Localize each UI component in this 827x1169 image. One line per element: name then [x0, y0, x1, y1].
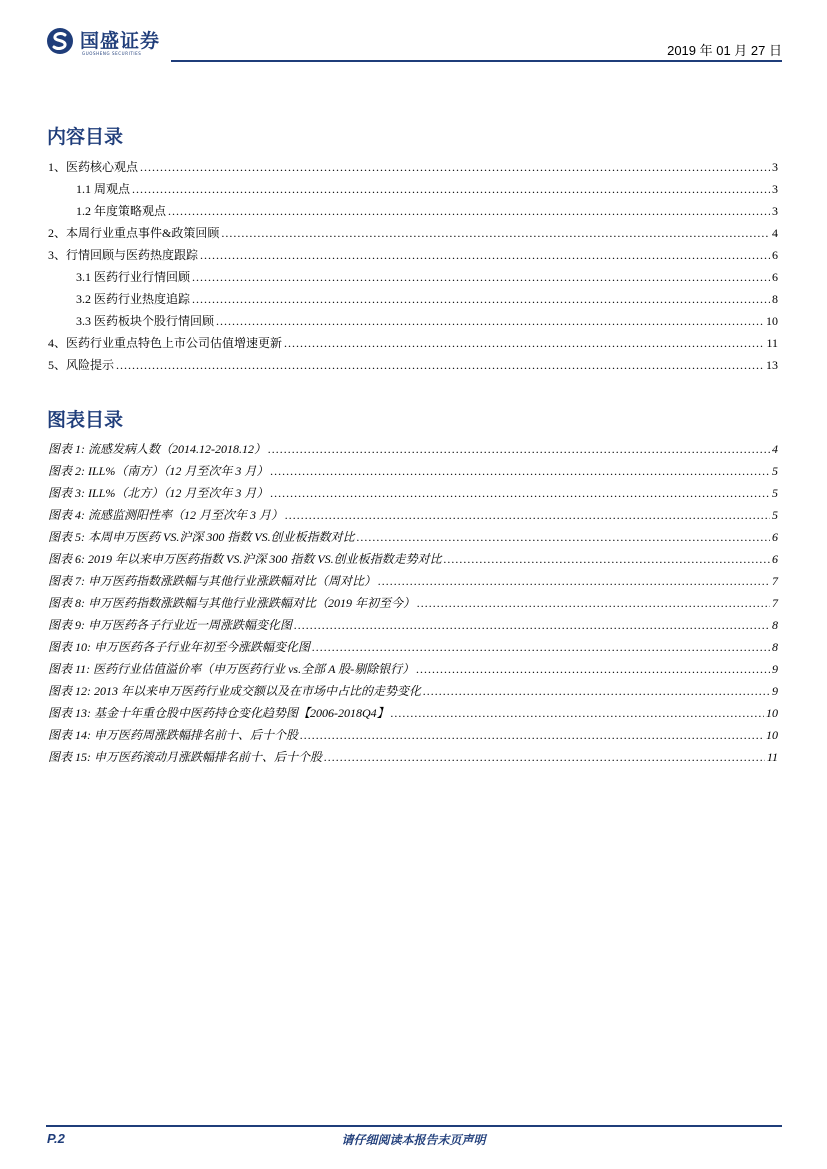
figure-item[interactable]: 图表 10: 申万医药各子行业年初至今涨跌幅变化图 ..... 8 — [48, 638, 778, 660]
contents-list — [48, 158, 778, 378]
dot-leader — [168, 204, 770, 219]
dot-leader — [416, 662, 770, 677]
dot-leader — [444, 552, 770, 567]
dot-leader — [140, 160, 770, 175]
dot-leader — [312, 640, 770, 655]
figure-item[interactable]: 图表 13: 基金十年重仓股中医药持仓变化趋势图【2006-2018Q4】 ..... 10 — [48, 704, 778, 726]
header-divider — [171, 60, 782, 62]
toc-item[interactable]: 3.2 医药行业热度追踪 ..... 8 — [48, 290, 778, 312]
guosheng-logo-icon — [46, 27, 74, 55]
toc-item[interactable]: 2、本周行业重点事件&政策回顾 ..... 4 — [48, 224, 778, 246]
dot-leader — [391, 706, 764, 721]
toc-item[interactable]: 4、医药行业重点特色上市公司估值增速更新 ..... 11 — [48, 334, 778, 356]
figure-item[interactable]: 图表 9: 申万医药各子行业近一周涨跌幅变化图 ..... 8 — [48, 616, 778, 638]
toc-item[interactable]: 1.1 周观点 ..... 3 — [48, 180, 778, 202]
figure-item[interactable]: 图表 12: 2013 年以来申万医药行业成交额以及在市场中占比的走势变化 ..... 9 — [48, 682, 778, 704]
figure-item[interactable]: 图表 6: 2019 年以来申万医药指数 VS.沪深 300 指数 VS.创业板指数走势对比 ..... 6 — [48, 550, 778, 572]
dot-leader — [200, 248, 770, 263]
figure-item[interactable]: 图表 2: ILL%（南方）（12 月至次年 3 月） ..... 5 — [48, 462, 778, 484]
contents-title: 内容目录 — [47, 126, 124, 148]
report-date: 2019 年 01 月 27 日 — [667, 43, 782, 58]
dot-leader — [192, 270, 770, 285]
dot-leader — [116, 358, 764, 373]
figure-item[interactable]: 图表 4: 流感监测阳性率（12 月至次年 3 月） ..... 5 — [48, 506, 778, 528]
footer-disclaimer: 请仔细阅读本报告末页声明 — [341, 1133, 486, 1147]
logo-text: 国盛证券 — [80, 30, 161, 52]
figure-item[interactable]: 图表 14: 申万医药周涨跌幅排名前十、后十个股 ..... 10 — [48, 726, 778, 748]
dot-leader — [270, 464, 770, 479]
toc-item[interactable]: 3.1 医药行业行情回顾 ..... 6 — [48, 268, 778, 290]
dot-leader — [284, 336, 764, 351]
toc-item[interactable]: 5、风险提示 ..... 13 — [48, 356, 778, 378]
toc-item[interactable]: 3、行情回顾与医药热度跟踪 ..... 6 — [48, 246, 778, 268]
dot-leader — [268, 442, 770, 457]
figures-list — [48, 440, 778, 770]
figure-item[interactable]: 图表 3: ILL%（北方）（12 月至次年 3 月） ..... 5 — [48, 484, 778, 506]
dot-leader — [423, 684, 770, 699]
figure-item[interactable]: 图表 8: 申万医药指数涨跌幅与其他行业涨跌幅对比（2019 年初至今） ..... 7 — [48, 594, 778, 616]
dot-leader — [357, 530, 770, 545]
dot-leader — [300, 728, 764, 743]
figure-item[interactable]: 图表 7: 申万医药指数涨跌幅与其他行业涨跌幅对比（周对比） ..... 7 — [48, 572, 778, 594]
figure-item[interactable]: 图表 15: 申万医药滚动月涨跌幅排名前十、后十个股 ..... 11 — [48, 748, 778, 770]
dot-leader — [417, 596, 770, 611]
footer-divider — [46, 1125, 782, 1127]
toc-item[interactable]: 1、医药核心观点 ..... 3 — [48, 158, 778, 180]
logo-subtitle: GUOSHENG SECURITIES — [82, 51, 142, 56]
dot-leader — [285, 508, 770, 523]
dot-leader — [270, 486, 770, 501]
dot-leader — [294, 618, 770, 633]
dot-leader — [216, 314, 764, 329]
toc-item[interactable]: 1.2 年度策略观点 ..... 3 — [48, 202, 778, 224]
dot-leader — [132, 182, 770, 197]
page-number: P.2 — [47, 1131, 65, 1146]
dot-leader — [221, 226, 770, 241]
figures-title: 图表目录 — [47, 409, 124, 431]
dot-leader — [324, 750, 765, 765]
toc-item[interactable]: 3.3 医药板块个股行情回顾 ..... 10 — [48, 312, 778, 334]
figure-item[interactable]: 图表 11: 医药行业估值溢价率（申万医药行业 vs.全部 A 股-剔除银行） ..... 9 — [48, 660, 778, 682]
page-header — [46, 22, 782, 64]
figure-item[interactable]: 图表 5: 本周申万医药 VS.沪深 300 指数 VS.创业板指数对比 ..... 6 — [48, 528, 778, 550]
dot-leader — [192, 292, 770, 307]
figure-item[interactable]: 图表 1: 流感发病人数（2014.12-2018.12） ..... 4 — [48, 440, 778, 462]
dot-leader — [378, 574, 770, 589]
